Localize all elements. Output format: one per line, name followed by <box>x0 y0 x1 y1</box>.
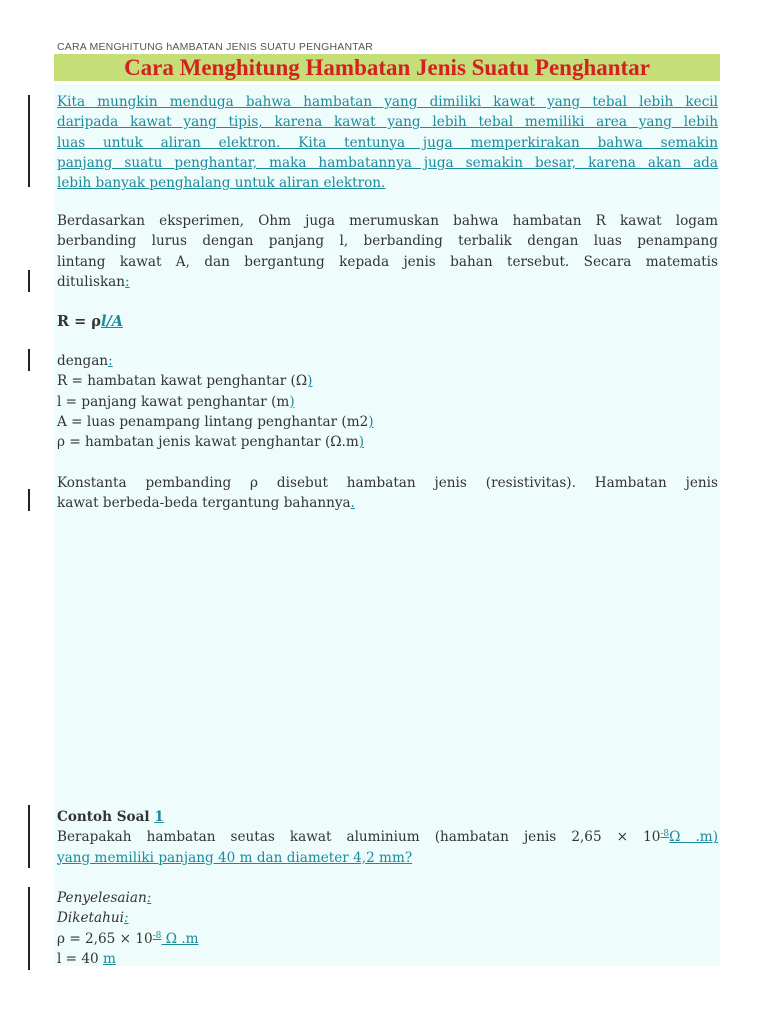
inline-link[interactable]: : <box>125 273 130 290</box>
text-line: Konstanta pembanding ρ disebut hambatan jenis (resistivitas). Hambatan jenis <box>57 475 718 491</box>
text-line: Berdasarkan eksperimen, Ohm juga merumuskan bahwa hambatan R kawat logam <box>57 213 718 229</box>
text-line: daripada kawat yang tipis, karena kawat yang lebih tebal memiliki area yang lebih <box>57 114 718 131</box>
example-heading: Contoh Soal 1 <box>57 809 164 825</box>
unit-link[interactable]: m <box>103 950 116 967</box>
text-line: berbanding lurus dengan panjang l, berbanding terbalik dengan luas penampang <box>57 233 718 250</box>
exponent-link[interactable]: -8 <box>660 829 670 840</box>
definitions <box>57 351 718 452</box>
text-line: lintang kawat A, dan bergantung kepada jenis bahan tersebut. Secara matematis <box>57 253 718 270</box>
ohm-paragraph <box>57 211 718 292</box>
intro-paragraph[interactable] <box>57 92 718 193</box>
inline-link[interactable]: : <box>146 890 152 906</box>
inline-link[interactable]: ) <box>307 373 313 390</box>
inline-link[interactable]: ) <box>358 434 365 451</box>
inline-link[interactable]: : <box>108 353 113 369</box>
formula-lhs: R = ρ <box>57 313 101 330</box>
inline-link[interactable]: ) <box>368 413 374 430</box>
text-line: dituliskan: <box>57 273 130 290</box>
margin-marker <box>28 887 30 970</box>
definition-item: ρ = hambatan jenis kawat penghantar (Ω.m) <box>57 434 365 451</box>
text-line: luas untuk aliran elektron. Kita tentunya juga memperkirakan bahwa semakin <box>57 134 718 151</box>
inline-link[interactable]: . <box>350 495 355 512</box>
given-rho: $\rho = 2,65 \times 10^{-8}$ Ω .m <box>57 930 199 947</box>
definition-item: A = luas penampang lintang penghantar (m2) <box>57 413 374 430</box>
unit-link[interactable]: Ω .m <box>161 930 199 947</box>
unit-link[interactable]: Ω .m) <box>669 829 719 846</box>
inline-link[interactable]: ) <box>289 393 295 410</box>
text-line: kawat berbeda-beda tergantung bahannya. <box>57 495 355 512</box>
running-header: CARA MENGHITUNG hAMBATAN JENIS SUATU PENGHANTAR <box>57 41 374 53</box>
text-line: lebih banyak penghalang untuk aliran elektron. <box>57 175 386 192</box>
question-line: Berapakah hambatan seutas kawat aluminium (hambatan jenis $2,65 \times 10^{-8}\Omega$ .m) <box>57 829 719 846</box>
inline-link[interactable]: : <box>123 910 129 927</box>
definition-item: l = panjang kawat penghantar (m) <box>57 393 295 410</box>
example-section <box>57 807 718 868</box>
exponent-link[interactable]: -8 <box>152 930 162 941</box>
known-label: Diketahui: <box>57 910 129 927</box>
question-line-link[interactable]: yang memiliki panjang 40 m dan diameter 4,2 mm? <box>57 849 413 866</box>
solution-section <box>57 888 718 969</box>
margin-marker <box>28 489 30 511</box>
example-number-link[interactable]: 1 <box>154 809 164 825</box>
text-line: Kita mungkin menduga bahwa hambatan yang dimiliki kawat yang tebal lebih kecil <box>57 94 718 110</box>
formula-rhs-link[interactable]: l/A <box>100 313 124 330</box>
page-title: Cara Menghitung Hambatan Jenis Suatu Penghantar <box>54 54 720 81</box>
margin-marker <box>28 270 30 292</box>
margin-marker <box>28 805 30 868</box>
text-line: dengan: <box>57 353 113 369</box>
solution-label: Penyelesaian: <box>57 890 152 906</box>
text-line: panjang suatu penghantar, maka hambatannya juga semakin besar, karena akan ada <box>57 154 718 171</box>
formula <box>57 312 718 332</box>
margin-marker <box>28 349 30 371</box>
margin-marker <box>28 95 30 187</box>
definition-item: R = hambatan kawat penghantar (Ω) <box>57 373 313 390</box>
constant-paragraph <box>57 473 718 514</box>
given-length: l = 40 m <box>57 950 116 967</box>
